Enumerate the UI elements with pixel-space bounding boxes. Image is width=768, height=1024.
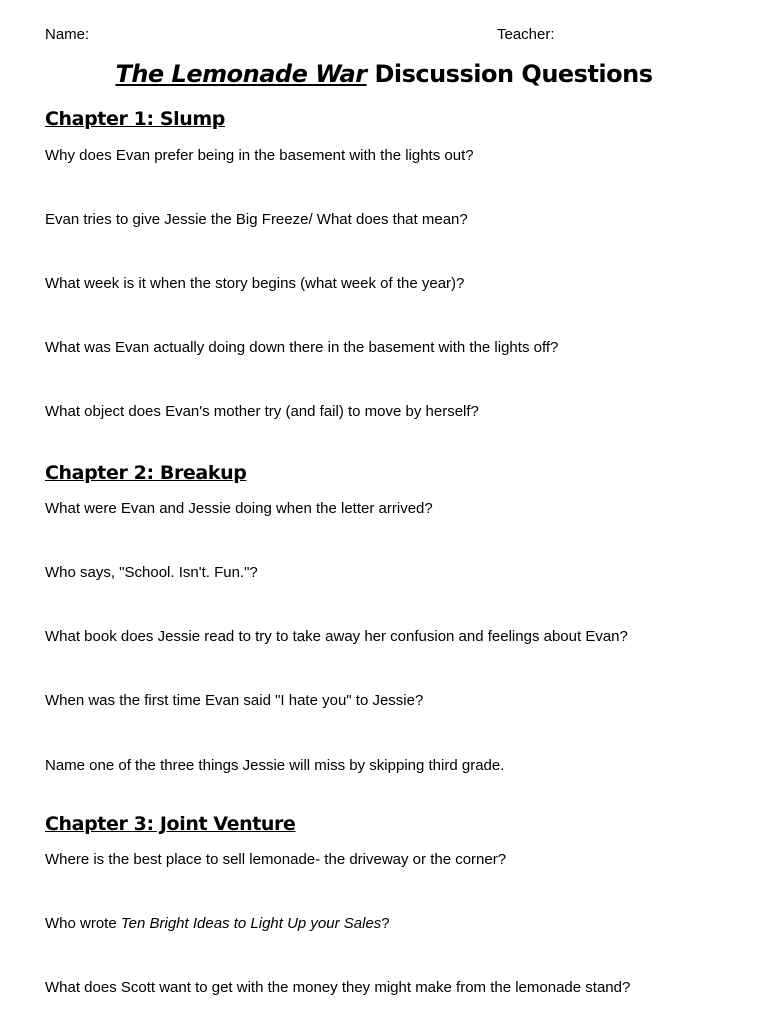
question-3-2-prefix: Who wrote <box>45 915 121 932</box>
question-2-3: What book does Jessie read to try to take away her confusion and feelings about Evan? <box>45 628 628 645</box>
question-3-2 <box>45 915 390 932</box>
question-2-4: When was the first time Evan said "I hate you" to Jessie? <box>45 692 424 709</box>
question-3-1: Where is the best place to sell lemonade- the driveway or the corner? <box>45 851 507 868</box>
question-3-3: What does Scott want to get with the money they might make from the lemonade stand? <box>45 979 631 996</box>
chapter-2-heading: Chapter 2: Breakup <box>45 462 247 484</box>
question-1-1: Why does Evan prefer being in the basement with the lights out? <box>45 147 474 164</box>
question-2-1: What were Evan and Jessie doing when the letter arrived? <box>45 500 433 517</box>
name-label: Name: <box>45 26 90 43</box>
chapter-1-heading: Chapter 1: Slump <box>45 108 226 130</box>
question-2-5: Name one of the three things Jessie will miss by skipping third grade. <box>45 757 505 774</box>
book-title: The Lemonade War <box>115 60 367 88</box>
question-1-2: Evan tries to give Jessie the Big Freeze/ What does that mean? <box>45 211 468 228</box>
question-3-2-book-title: Ten Bright Ideas to Light Up your Sales <box>120 915 382 932</box>
document-title <box>0 60 768 88</box>
question-3-2-suffix: ? <box>381 915 390 932</box>
chapter-3-heading: Chapter 3: Joint Venture <box>45 813 296 835</box>
title-rest: Discussion Questions <box>374 60 653 88</box>
teacher-label: Teacher: <box>497 26 555 43</box>
question-1-5: What object does Evan's mother try (and fail) to move by herself? <box>45 403 479 420</box>
question-2-2: Who says, "School. Isn't. Fun."? <box>45 564 258 581</box>
question-1-3: What week is it when the story begins (what week of the year)? <box>45 275 465 292</box>
question-1-4: What was Evan actually doing down there in the basement with the lights off? <box>45 339 559 356</box>
